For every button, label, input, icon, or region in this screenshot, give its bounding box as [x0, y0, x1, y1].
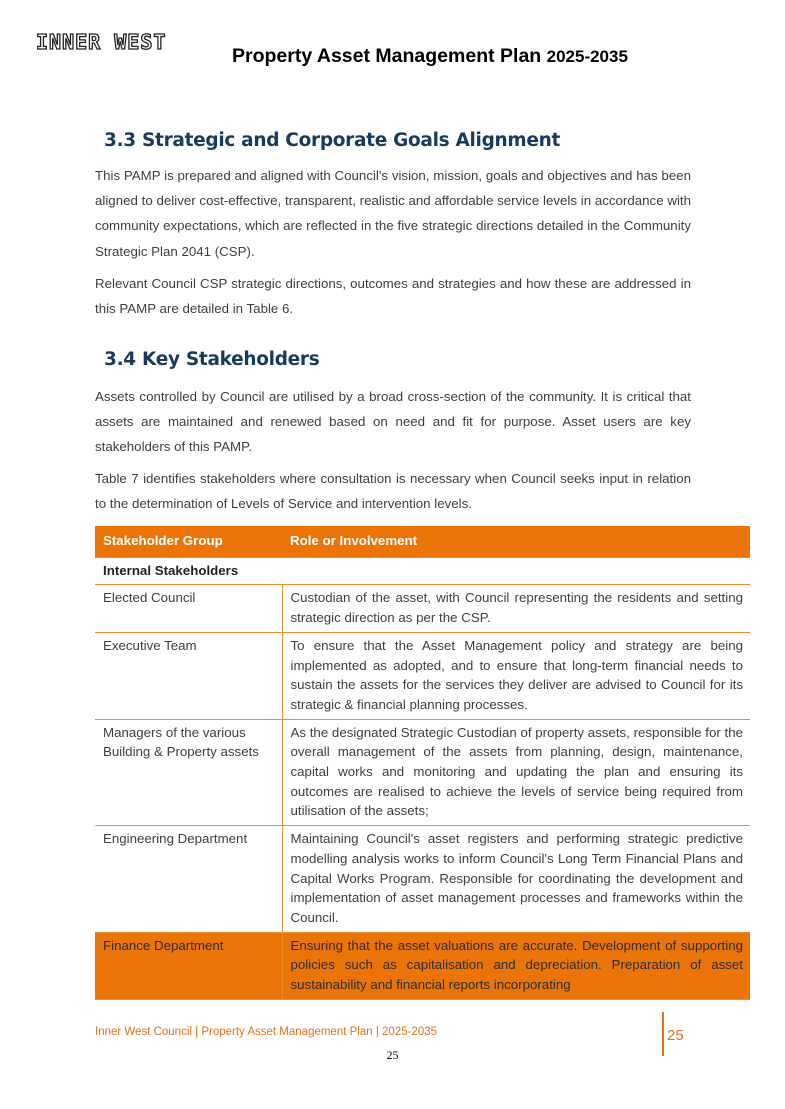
- footer-text: Inner West Council | Property Asset Management Plan | 2025-2035: [95, 1026, 438, 1038]
- stakeholder-group-cell: Finance Department: [95, 932, 282, 999]
- table-row: [95, 585, 750, 632]
- role-cell: To ensure that the Asset Management policy and strategy are being implemented as adopted, and to ensure that long-term financial needs to sustain the assets for the services they deliver are advised to Council for its strategic & financial planning processes.: [282, 632, 750, 719]
- inner-west-logo: INNER WEST: [36, 30, 167, 54]
- footer-page-number: 25: [667, 1027, 684, 1044]
- table-row-highlighted: [95, 932, 750, 999]
- section-3-4-paragraph-1: Assets controlled by Council are utilised by a broad cross-section of the community. It is critical that assets are maintained and renewed based on need and fit for purpose. Asset users are key stakeholders of this PAMP.: [95, 389, 691, 455]
- table-row: [95, 632, 750, 719]
- document-title-text: Property Asset Management Plan: [232, 45, 542, 67]
- section-3-3-heading: 3.3 Strategic and Corporate Goals Alignment: [104, 130, 561, 151]
- stakeholder-table: [95, 526, 750, 1000]
- document-title-years: 2025-2035: [546, 47, 628, 66]
- role-cell: Maintaining Council's asset registers and performing strategic predictive modelling analysis works to inform Council's Long Term Financial Plans and Capital Works Program. Responsible for coordinating the development and implementation of asset management processes and frameworks within the Council.: [282, 826, 750, 933]
- role-cell: As the designated Strategic Custodian of property assets, responsible for the overall management of the assets from planning, design, maintenance, capital works and monitoring and updating the plan and ensuring its outcomes are realised to achieve the levels of service being required from utilisation of the assets;: [282, 719, 750, 826]
- group-label-internal-stakeholders: Internal Stakeholders: [95, 557, 282, 585]
- table-header-row: [95, 526, 750, 557]
- role-cell: Custodian of the asset, with Council representing the residents and setting strategic direction as per the CSP.: [282, 585, 750, 632]
- stakeholder-group-cell: Engineering Department: [95, 826, 282, 933]
- group-label-empty-cell: [282, 557, 750, 585]
- stakeholder-group-cell: Executive Team: [95, 632, 282, 719]
- section-3-4-paragraph-2: Table 7 identifies stakeholders where consultation is necessary when Council seeks input in relation to the determination of Levels of Service and intervention levels.: [95, 471, 691, 512]
- column-header-role: Role or Involvement: [282, 526, 750, 557]
- stakeholder-group-cell: Elected Council: [95, 585, 282, 632]
- page-number: 25: [386, 1048, 399, 1062]
- column-header-stakeholder-group: Stakeholder Group: [95, 526, 282, 557]
- table-row: [95, 719, 750, 826]
- section-3-4-heading: 3.4 Key Stakeholders: [104, 349, 320, 370]
- document-title: [232, 45, 628, 68]
- stakeholder-group-cell: Managers of the various Building & Property assets: [95, 719, 282, 826]
- role-cell: Ensuring that the asset valuations are accurate. Development of supporting policies such as capitalisation and depreciation. Preparation of asset sustainability and financial reports incorporating: [282, 932, 750, 999]
- section-3-3-paragraph-2: Relevant Council CSP strategic directions, outcomes and strategies and how these are addressed in this PAMP are detailed in Table 6.: [95, 276, 691, 317]
- section-3-3-paragraph-1: This PAMP is prepared and aligned with Council's vision, mission, goals and objectives and has been aligned to deliver cost-effective, transparent, realistic and affordable service levels in accordance with community expectations, which are reflected in the five strategic directions detailed in the Community Strategic Plan 2041 (CSP).: [95, 168, 691, 259]
- table-row: [95, 826, 750, 933]
- table-group-row: [95, 557, 750, 585]
